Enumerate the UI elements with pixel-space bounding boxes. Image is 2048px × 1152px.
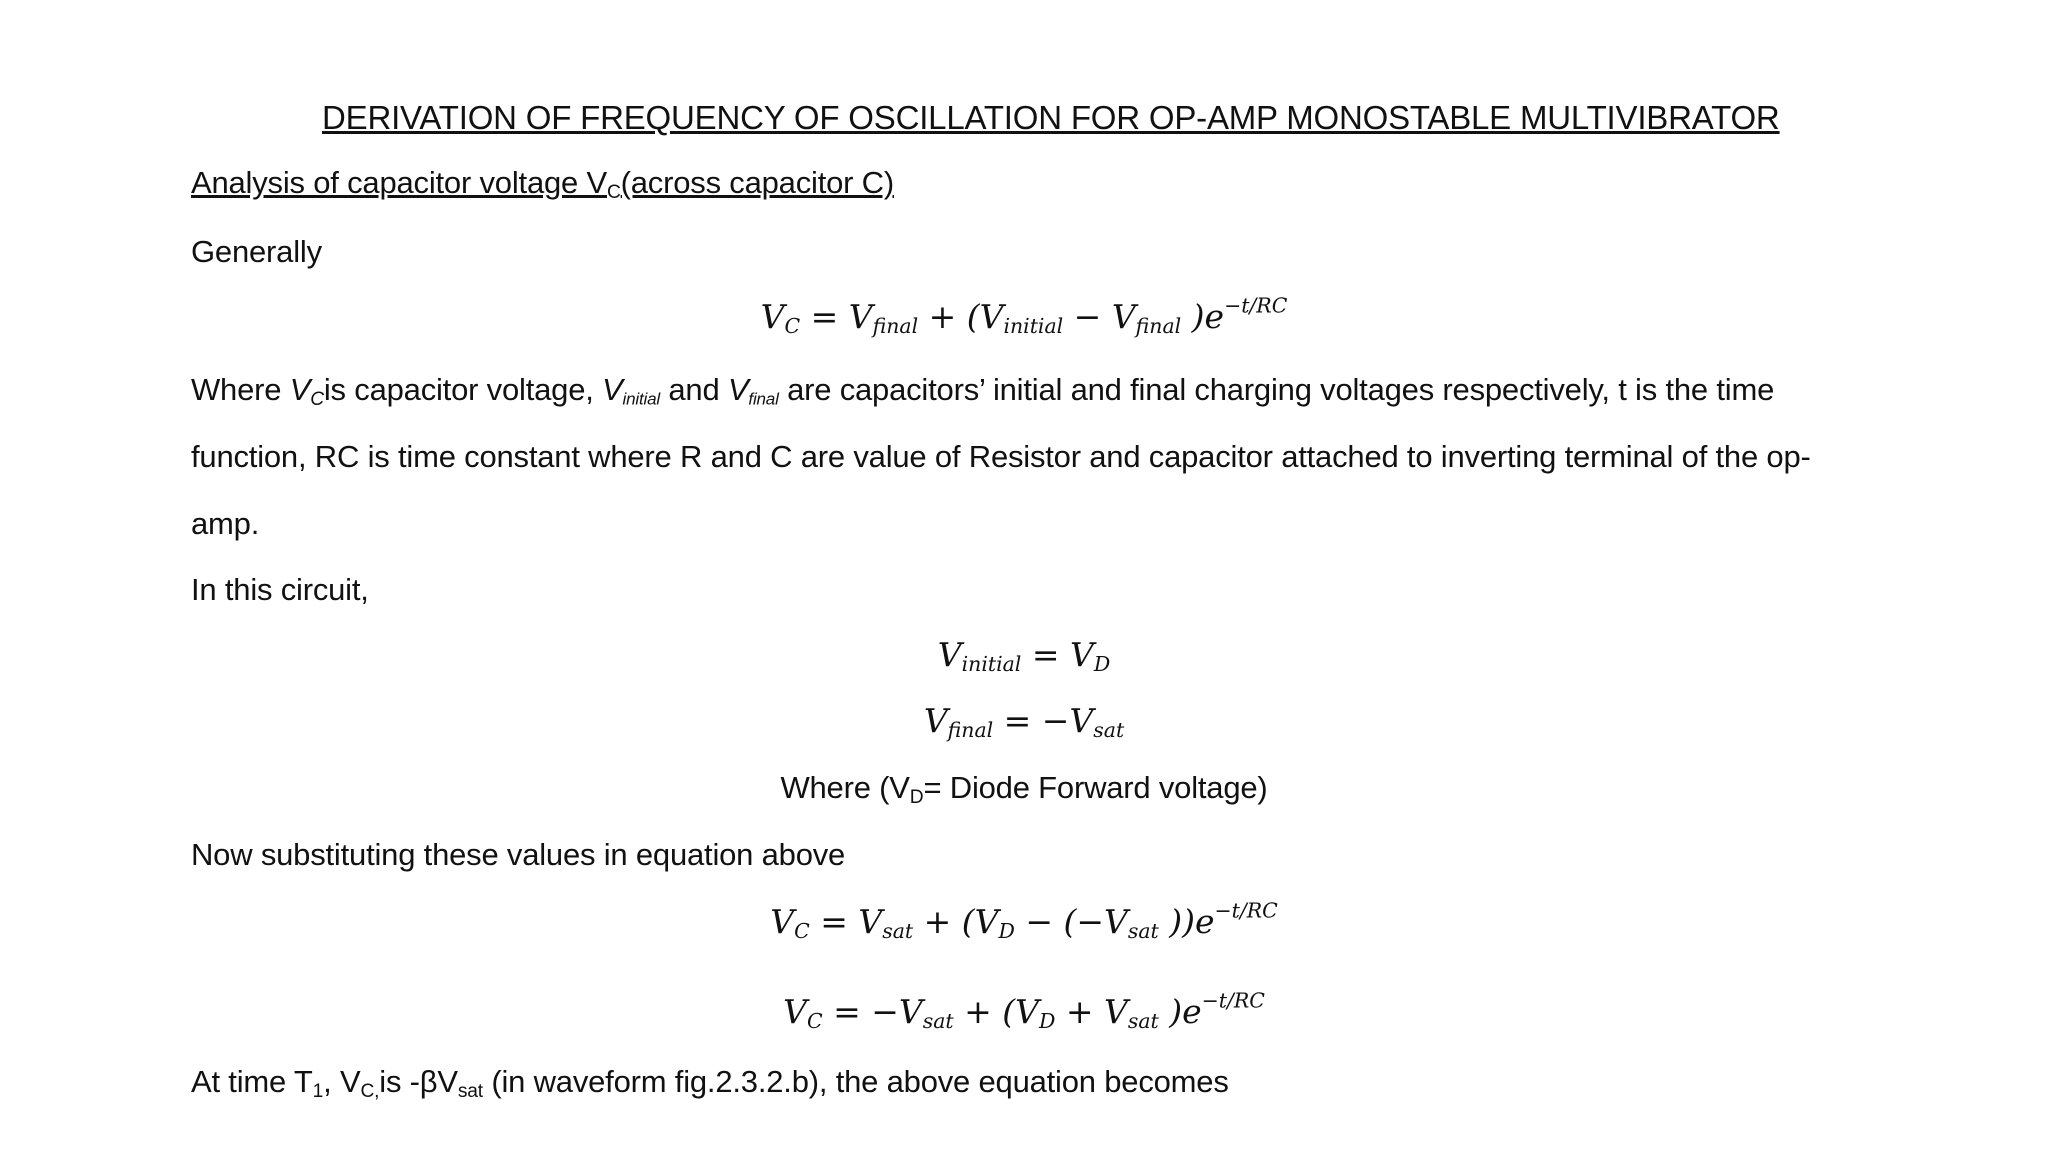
equation-v-initial: $V_{initial} = V_D$ <box>937 635 1111 677</box>
at-time-t1-text: At time $T_1$, $V_{C,}is$ $-\beta V_{sat}$ (in waveform fig.2.3.2.b), the above equation becomes <box>191 1064 1229 1102</box>
equation-simplified: $V_C = -V_{sat} + (V_D + V_{sat}$ )$e^{-t/RC}$ <box>783 988 1265 1034</box>
where-paragraph-line3: amp. <box>191 506 260 541</box>
diode-forward-voltage-note: Where ($V_D=$ Diode Forward voltage) <box>780 770 1268 808</box>
where-paragraph-line1: Where $V_Cis$ capacitor voltage, $V_{initial}$ and $V_{final}$ are capacitors’ initial and final charging voltages respectively, t is the time <box>191 372 1775 410</box>
section-heading: Analysis of capacitor voltage $V_C(across$ capacitor C) <box>191 165 894 203</box>
where-paragraph-line2: function, RC is time constant where R and C are value of Resistor and capacitor attached to inverting terminal of the op- <box>191 439 1811 474</box>
equation-v-final: $V_{final} = -V_{sat}$ <box>923 701 1125 743</box>
substituting-text: Now substituting these values in equation above <box>191 837 846 872</box>
equation-capacitor-voltage: $V_C = V_{final} + (V_{initial} - V_{final}$ )$e^{-t/RC}$ <box>760 293 1288 339</box>
in-this-circuit-text: In this circuit, <box>191 572 369 607</box>
document-title: DERIVATION OF FREQUENCY OF OSCILLATION FOR OP-AMP MONOSTABLE MULTIVIBRATOR <box>322 99 1780 136</box>
generally-text: Generally <box>191 234 322 269</box>
equation-substituted: $V_C = V_{sat} + (V_D - (-V_{sat}$ ))$e^{-t/RC}$ <box>770 898 1278 944</box>
